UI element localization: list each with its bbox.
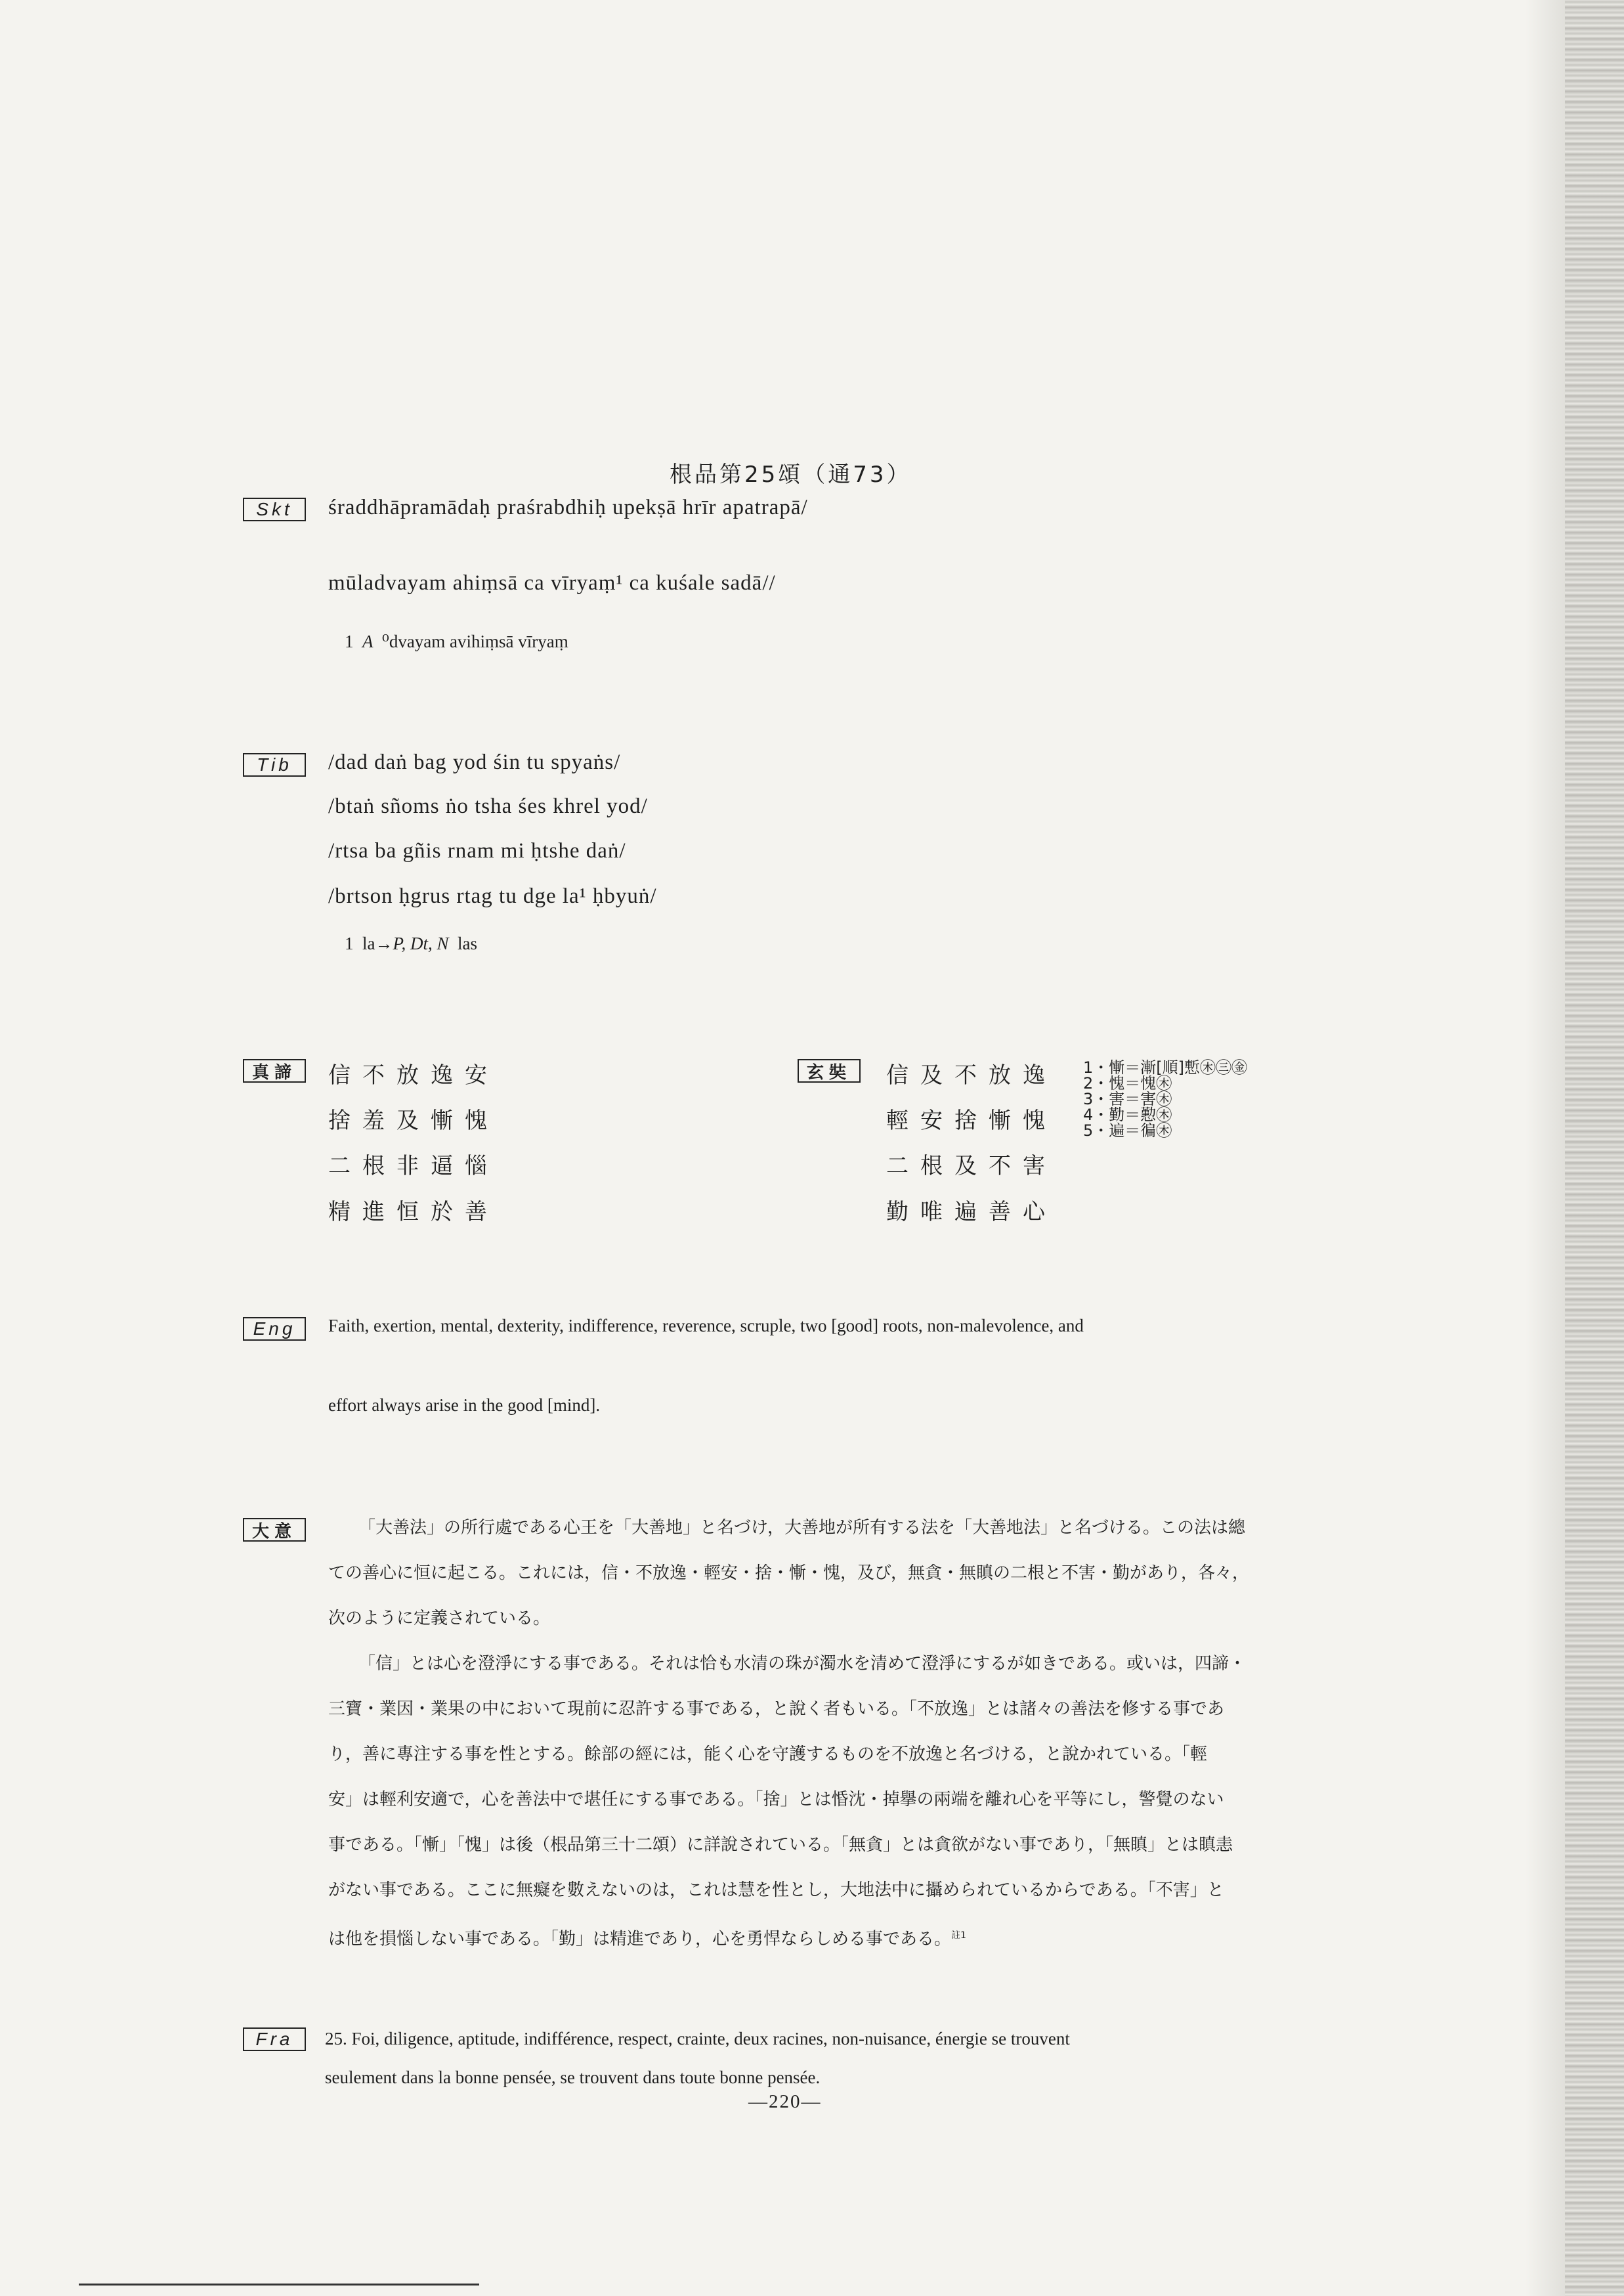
zhendi-line-3: 二根非逼惱	[328, 1153, 499, 1179]
page-number: —220—	[748, 2091, 822, 2112]
zhendi-line-1: 信不放逸安	[328, 1062, 499, 1089]
tag-skt: Skt	[243, 498, 306, 521]
tag-zhendi: 真諦	[243, 1059, 306, 1083]
bottom-rule	[79, 2284, 479, 2285]
tib-note-ms: P, Dt, N	[393, 934, 449, 953]
tag-daiyi: 大意	[243, 1518, 306, 1542]
eng-line-2: effort always arise in the good [mind].	[328, 1395, 601, 1415]
skt-note-ms: A	[362, 632, 374, 651]
footnote-mark: 註1	[951, 1930, 966, 1941]
summary-p2-line-3: り，善に專注する事を性とする。餘部の經には，能く心を守護するものを不放逸と名づける，と說かれている。「輕	[328, 1744, 1208, 1764]
skt-note	[345, 632, 568, 652]
xuanzang-line-2: 輕安捨慚愧	[886, 1108, 1057, 1134]
skt-note-text: ⁰dvayam avihiṃsā vīryaṃ	[382, 632, 568, 651]
tib-line-1: /dad daṅ bag yod śin tu spyaṅs/	[328, 750, 621, 774]
tib-line-2: /btaṅ sñoms ṅo tsha śes khrel yod/	[328, 794, 648, 818]
summary-p2-line-1: 「信」とは心を澄淨にする事である。それは恰も水清の珠が濁水を清めて澄淨にするが如きである。或いは，四諦・	[358, 1654, 1247, 1674]
tib-note-text: la→	[362, 934, 393, 953]
tib-note	[345, 934, 477, 954]
summary-p2-line-6: がない事である。ここに無癡を數えないのは，これは慧を性とし，大地法中に攝められているからである。「不害」と	[328, 1880, 1224, 1900]
tag-eng: Eng	[243, 1317, 306, 1341]
xuanzang-line-1: 信及不放逸	[886, 1062, 1057, 1089]
fra-line-2: seulement dans la bonne pensée, se trouvent dans toute bonne pensée.	[325, 2068, 821, 2087]
skt-note-number: 1	[345, 632, 354, 651]
tib-line-3: /rtsa ba gñis rnam mi ḥtshe daṅ/	[328, 839, 626, 863]
summary-p1-line-3: 次のように定義されている。	[328, 1609, 551, 1628]
summary-p2-line-7: は他を損惱しない事である。「勤」は精進であり，心を勇悍ならしめる事である。	[328, 1929, 952, 1949]
skt-line-2: mūladvayam ahiṃsā ca vīryaṃ¹ ca kuśale sadā//	[328, 571, 776, 595]
xuanzang-line-4: 勤唯遍善心	[886, 1199, 1057, 1225]
summary-p2-line-7-wrap	[328, 1913, 1352, 1962]
tag-xuanzang: 玄奘	[798, 1059, 861, 1083]
tib-line-4: /brtson ḥgrus rtag tu dge la¹ ḥbyuṅ/	[328, 884, 657, 908]
xuanzang-note-1: 1・慚＝漸[順]慙㊍㊂㊎	[1083, 1058, 1247, 1077]
xuanzang-note-5: 5・遍＝徧㊍	[1083, 1121, 1172, 1140]
xuanzang-note-4: 4・勤＝懃㊍	[1083, 1106, 1172, 1124]
tag-tib: Tib	[243, 753, 306, 777]
summary-p2-line-5: 事である。「慚」「愧」は後（根品第三十二頌）に詳說されている。「無貪」とは貪欲がない事であり，「無瞋」とは瞋恚	[328, 1835, 1233, 1855]
xuanzang-line-3: 二根及不害	[886, 1153, 1057, 1179]
summary-p2-line-4: 安」は輕利安適で，心を善法中で堪任にする事である。「捨」とは惛沈・掉擧の兩端を離れ心を平等にし，警覺のない	[328, 1790, 1224, 1809]
xuanzang-note-2: 2・愧＝愧㊍	[1083, 1074, 1172, 1093]
summary-p2-line-2: 三寶・業因・業果の中において現前に忍許する事である，と說く者もいる。「不放逸」とは諸々の善法を修する事であ	[328, 1699, 1225, 1719]
skt-line-1: śraddhāpramādaḥ praśrabdhiḥ upekṣā hrīr apatrapā/	[328, 496, 808, 519]
summary-p1-line-1: 「大善法」の所行處である心王を「大善地」と名づけ，大善地が所有する法を「大善地法」と名づける。この法は總	[358, 1518, 1245, 1538]
zhendi-line-4: 精進恒於善	[328, 1199, 499, 1225]
scan-edge	[1565, 0, 1624, 2296]
zhendi-line-2: 捨羞及慚愧	[328, 1108, 499, 1134]
tag-fra: Fra	[243, 2027, 306, 2051]
summary-p1-line-2: ての善心に恒に起こる。これには，信・不放逸・輕安・捨・慚・愧，及び，無貪・無瞋の二根と不害・勤があり，各々，	[328, 1563, 1249, 1583]
scan-shadow	[1526, 0, 1565, 2296]
tib-note-number: 1	[345, 934, 354, 953]
fra-line-1: 25. Foi, diligence, aptitude, indifférence, respect, crainte, deux racines, non-nuisance, énergie se trouvent	[325, 2029, 1070, 2048]
xuanzang-note-3: 3・害＝害㊍	[1083, 1090, 1172, 1108]
eng-line-1: Faith, exertion, mental, dexterity, indifference, reverence, scruple, two [good] roots, non-malevolence, and	[328, 1316, 1084, 1335]
tib-note-tail: las	[458, 934, 478, 953]
page-heading: 根品第25頌（通73）	[670, 462, 912, 488]
summary-text	[328, 1505, 1352, 1962]
